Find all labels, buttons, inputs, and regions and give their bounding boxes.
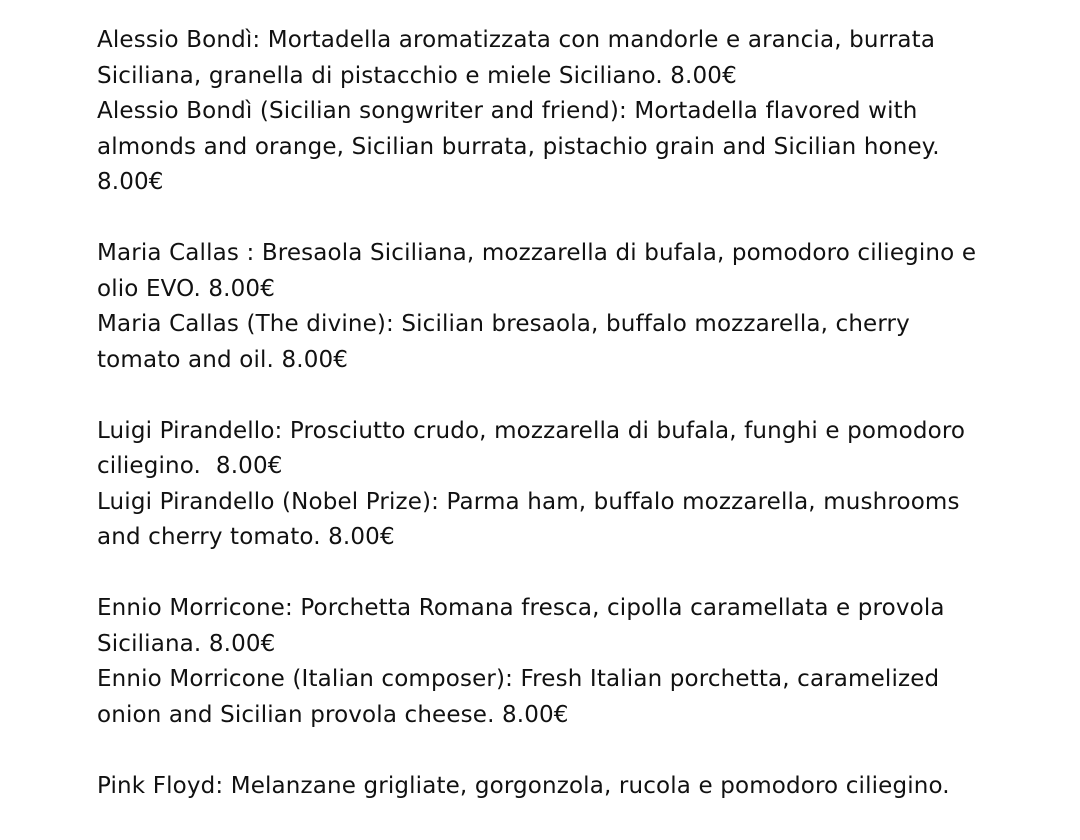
menu-item-alessio-bondi [97,23,997,201]
menu-item-it-line: ciliegino. 8.00€ [97,453,283,479]
menu-item-maria-callas [97,236,997,378]
menu-item-en-line: Luigi Pirandello (Nobel Prize): Parma ham, buffalo mozzarella, mushrooms [97,488,960,515]
menu-item-en-line: almonds and orange, Sicilian burrata, pistachio grain and Sicilian honey. [97,133,940,160]
menu-item-it-line: Maria Callas : Bresaola Siciliana, mozzarella di bufala, pomodoro ciliegino e [97,240,977,266]
menu-item-it-line: Luigi Pirandello: Prosciutto crudo, mozzarella di bufala, funghi e pomodoro [97,417,966,444]
menu-item-it-line: Pink Floyd: Melanzane grigliate, gorgonzola, rucola e pomodoro ciliegino. [97,772,950,799]
menu-page [97,23,997,840]
menu-item-it-line: Siciliana, granella di pistacchio e miele Siciliano. 8.00€ [97,62,737,89]
menu-item-luigi-pirandello [97,414,997,556]
menu-item-it-line: Alessio Bondì: Mortadella aromatizzata con mandorle e arancia, burrata [97,27,936,53]
menu-item-en-line: 8.00€ [97,169,164,195]
menu-item-it-line: Ennio Morricone: Porchetta Romana fresca, cipolla caramellata e provola [97,595,945,621]
menu-item-en-line: tomato and oil. 8.00€ [97,346,349,373]
menu-item-it-line: olio EVO. 8.00€ [97,275,275,302]
menu-item-en-line: Maria Callas (The divine): Sicilian bresaola, buffalo mozzarella, cherry [97,311,910,337]
menu-item-en-line: and cherry tomato. 8.00€ [97,524,395,550]
menu-item-en-line: Ennio Morricone (Italian composer): Fresh Italian porchetta, caramelized [97,666,940,692]
menu-item-ennio-morricone [97,591,997,733]
menu-item-en-line: onion and Sicilian provola cheese. 8.00€ [97,701,569,728]
menu-item-pink-floyd [97,769,997,805]
menu-item-en-line: Alessio Bondì (Sicilian songwriter and friend): Mortadella flavored with [97,98,918,124]
menu-item-it-line: Siciliana. 8.00€ [97,630,276,657]
